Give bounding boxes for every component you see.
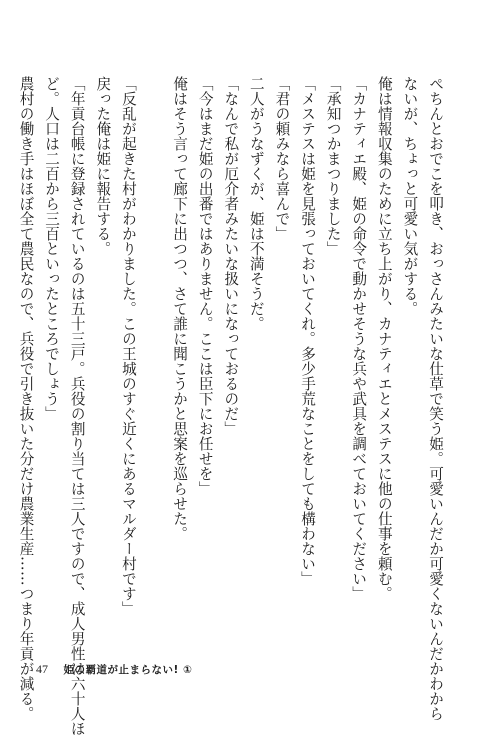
text-column: ど。人口は二百から三百といったところでしょう」 — [43, 76, 61, 421]
text-column: 戻った俺は姫に報告する。 — [94, 76, 112, 256]
text-column: 「反乱が起きた村がわかりました。この王城のすぐ近くにあるマルダー村です」 — [119, 76, 137, 616]
text-column: 「今はまだ姫の出番ではありません。ここは臣下にお任せを」 — [196, 76, 214, 496]
text-column: 「なんで私が厄介者みたいな扱いになっておるのだ」 — [222, 76, 240, 436]
page-footer — [36, 662, 192, 677]
text-column: 「メステスは姫を見張っておいてくれ。多少手荒なことをしても構わない」 — [299, 76, 317, 586]
text-column: 農村の働き手はほぼ全て農民なので、兵役で引き抜いた分だけ農業生産……つまり年貢が減る。 — [17, 76, 35, 721]
book-title: 姫の覇道が止まらない! ① — [63, 664, 193, 676]
text-column: 「カナティエ殿、姫の命令で動かせそうな兵や武具を調べておいてください」 — [350, 76, 368, 601]
text-column: 二人がうなずくが、姫は不満そうだ。 — [247, 76, 265, 331]
text-column: 俺は情報収集のために立ち上がり、カナティエとメステスに他の仕事を頼む。 — [375, 76, 393, 601]
text-column: 俺はそう言って廊下に出つつ、さて誰に聞こうかと思案を巡らせた。 — [171, 76, 189, 541]
text-column: ぺちんとおでこを叩き、おっさんみたいな仕草で笑う姫。可愛いんだか可愛くないんだかわから — [427, 76, 444, 721]
text-column: ないが、ちょっと可愛い気がする。 — [401, 76, 419, 316]
text-column: 「年貢台帳に登録されているのは五十三戸。兵役の割り当ては三人ですので、成人男性は六十人ほ — [68, 76, 86, 736]
text-column: 「君の頼みなら喜んで」 — [273, 76, 291, 241]
page-number: 47 — [36, 662, 48, 676]
blank-column — [141, 76, 167, 636]
text-column: 「承知つかまつりました」 — [324, 76, 342, 256]
